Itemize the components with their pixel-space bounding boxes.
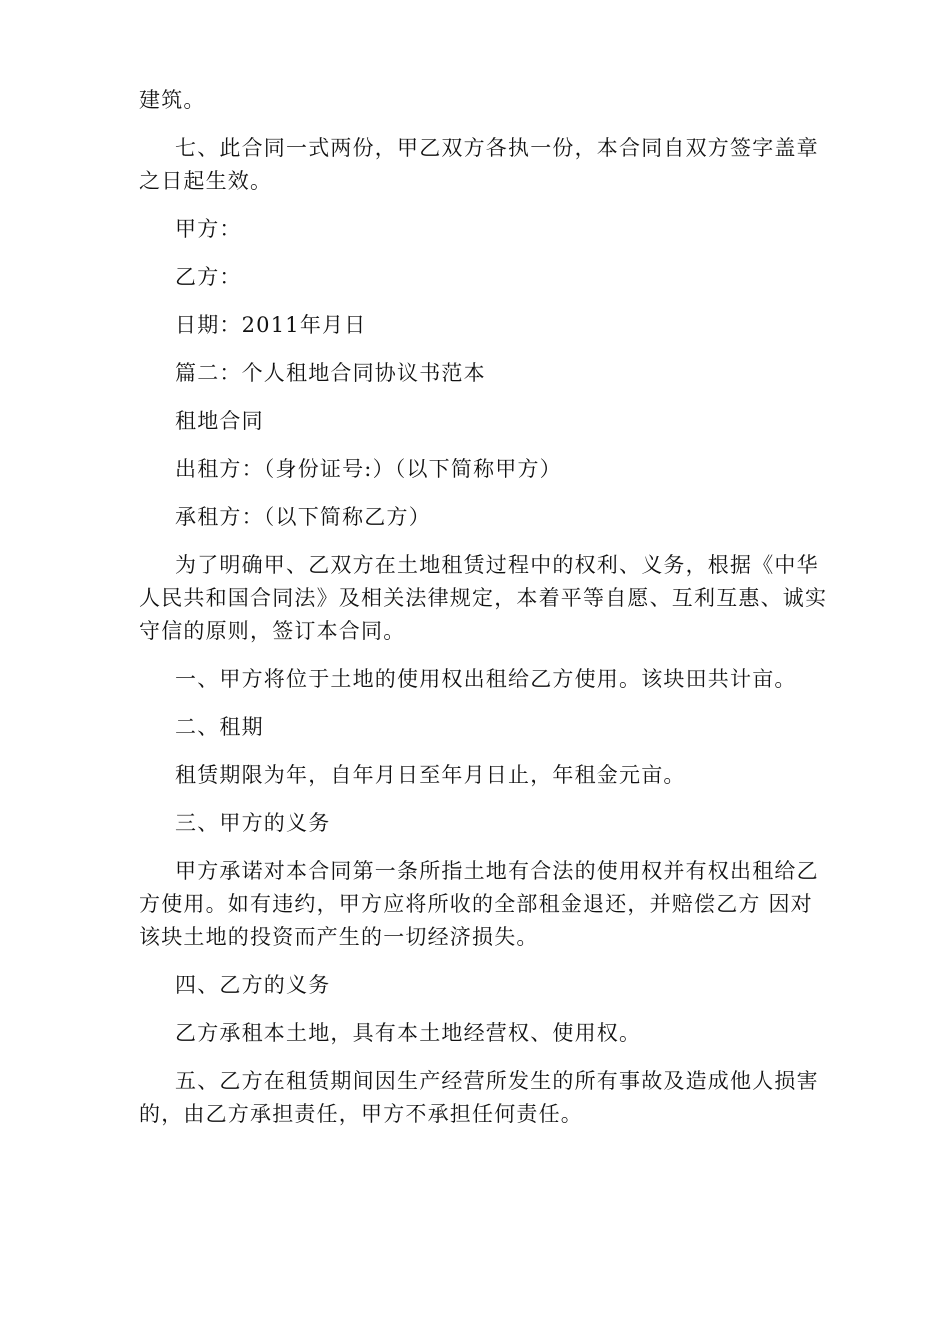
party-a-obligations-paragraph: 甲方承诺对本合同第一条所指土地有合法的使用权并有权出租给乙方使用。如有违约，甲方应将所收的全部租金退还，并赔偿乙方 因对该块土地的投资而产生的一切经济损失。 <box>139 859 819 949</box>
paragraph-continuation: 建筑。 <box>139 88 206 112</box>
date-line: 日期：2011年月日 <box>175 313 367 337</box>
clause-three-heading: 三、甲方的义务 <box>175 811 331 835</box>
section-heading: 篇二：个人租地合同协议书范本 <box>175 361 486 385</box>
preamble-paragraph: 为了明确甲、乙双方在土地租赁过程中的权利、义务，根据《中华人民共和国合同法》及相关法律规定，本着平等自愿、互利互惠、诚实守信的原则，签订本合同。 <box>139 553 828 643</box>
document-page <box>139 84 829 1146</box>
lease-term-paragraph: 租赁期限为年，自年月日至年月日止，年租金元亩。 <box>175 763 686 787</box>
party-b-signature-line: 乙方： <box>175 265 242 289</box>
clause-seven: 七、此合同一式两份，甲乙双方各执一份，本合同自双方签字盖章之日起生效。 <box>139 136 819 193</box>
lessor-line: 出租方：（身份证号:）（以下简称甲方） <box>175 457 562 481</box>
clause-one: 一、甲方将位于土地的使用权出租给乙方使用。该块田共计亩。 <box>175 667 797 691</box>
lessee-line: 承租方：（以下简称乙方） <box>175 505 431 529</box>
clause-two-heading: 二、租期 <box>175 715 264 739</box>
clause-four-heading: 四、乙方的义务 <box>175 973 331 997</box>
clause-five: 五、乙方在租赁期间因生产经营所发生的所有事故及造成他人损害的，由乙方承担责任，甲方不承担任何责任。 <box>139 1069 819 1126</box>
party-a-signature-line: 甲方： <box>175 217 242 241</box>
party-b-obligations-paragraph: 乙方承租本土地，具有本土地经营权、使用权。 <box>175 1021 642 1045</box>
contract-title: 租地合同 <box>175 409 264 433</box>
